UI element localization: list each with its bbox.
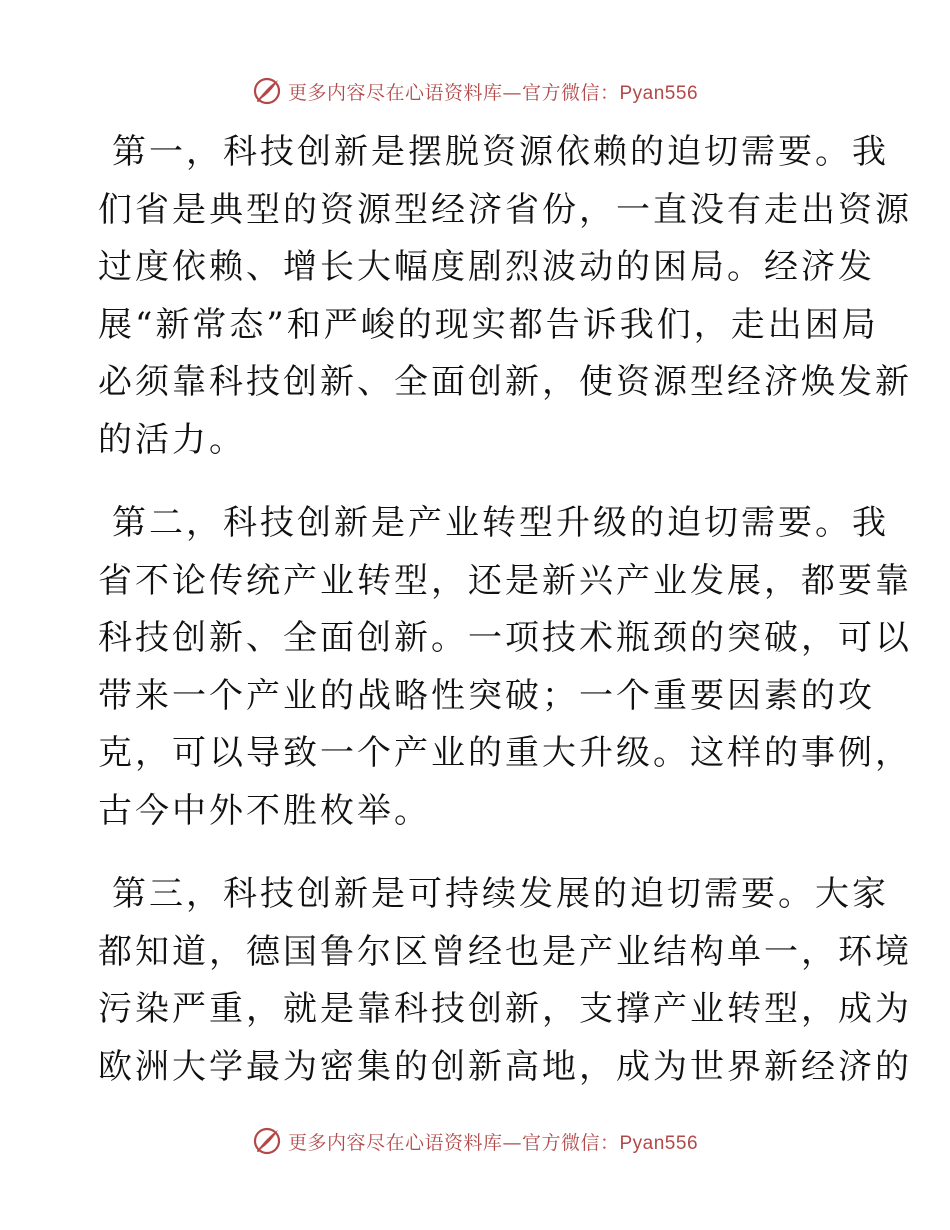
text-line: 第三，科技创新是可持续发展的迫切需要。大家	[112, 874, 889, 914]
paragraph-1	[98, 124, 912, 469]
text-line: 带来一个产业的战略性突破；一个重要因素的攻	[98, 675, 875, 716]
text-line: 古今中外不胜枚举。	[98, 790, 431, 831]
text-line: 第一，科技创新是摆脱资源依赖的迫切需要。我	[112, 132, 889, 172]
text-line: 省不论传统产业转型，还是新兴产业发展，都要靠	[98, 560, 912, 601]
footer-watermark	[0, 1124, 950, 1158]
wechat-handle: Pyan556	[619, 1132, 699, 1154]
text-line: 们省是典型的资源型经济省份，一直没有走出资源	[98, 189, 912, 230]
text-line: 的活力。	[98, 419, 246, 460]
wechat-handle: Pyan556	[619, 82, 699, 104]
header-watermark	[0, 74, 950, 108]
feather-pen-icon	[252, 76, 282, 106]
watermark-text: 更多内容尽在心语资料库—官方微信：Pyan556	[287, 81, 699, 104]
paragraph-2	[98, 495, 912, 840]
text-line: 克，可以导致一个产业的重大升级。这样的事例，	[98, 733, 912, 773]
text-line: 过度依赖、增长大幅度剧烈波动的困局。经济发	[98, 247, 875, 287]
text-line: 必须靠科技创新、全面创新，使资源型经济焕发新	[98, 362, 912, 402]
text-line: 污染严重，就是靠科技创新，支撑产业转型，成为	[98, 989, 912, 1029]
watermark-text: 更多内容尽在心语资料库—官方微信：Pyan556	[287, 1131, 699, 1154]
text-line: 展“新常态”和严峻的现实都告诉我们，走出困局	[98, 304, 879, 345]
text-line: 欧洲大学最为密集的创新高地，成为世界新经济的	[98, 1046, 912, 1087]
text-line: 科技创新、全面创新。一项技术瓶颈的突破，可以	[98, 618, 912, 658]
text-line: 都知道，德国鲁尔区曾经也是产业结构单一，环境	[98, 931, 912, 972]
feather-pen-icon	[252, 1126, 282, 1156]
paragraph-3	[98, 866, 912, 1096]
text-line: 第二，科技创新是产业转型升级的迫切需要。我	[112, 503, 889, 543]
document-body	[98, 124, 912, 1122]
